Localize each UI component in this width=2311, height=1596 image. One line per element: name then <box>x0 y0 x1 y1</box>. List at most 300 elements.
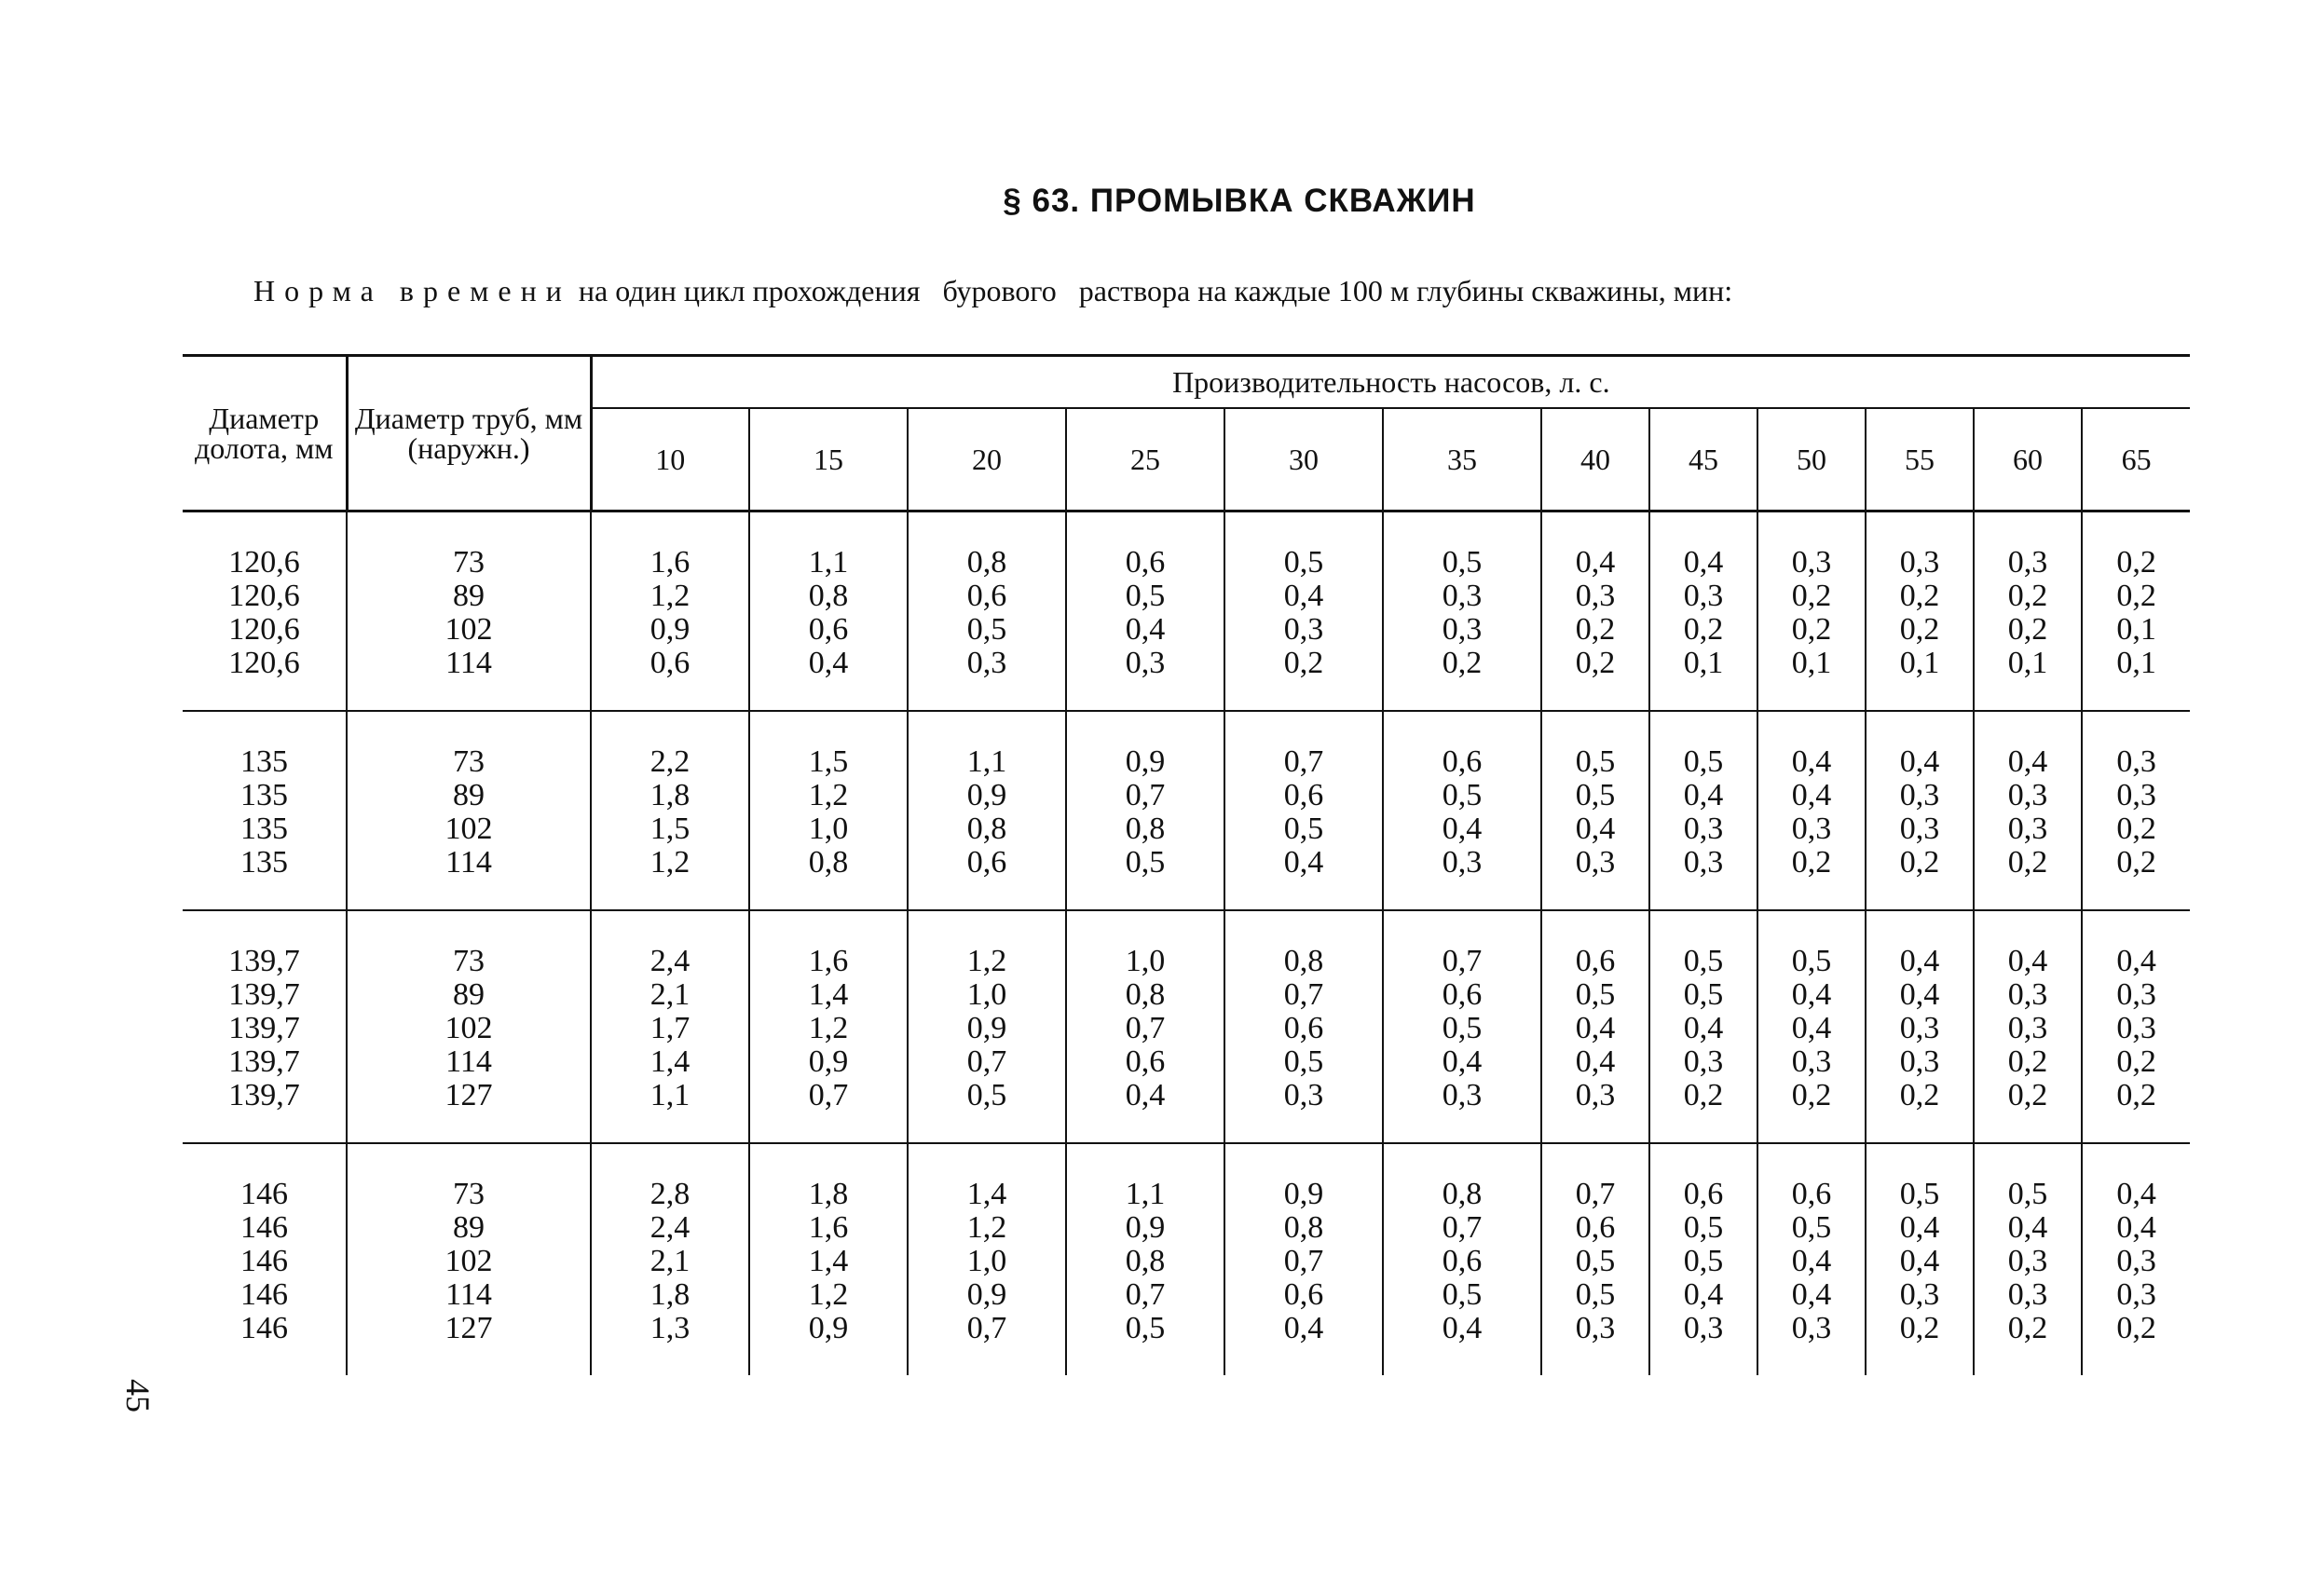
cell-value: 0,2 <box>1283 646 1324 680</box>
cell-value: 0,4 <box>1683 1277 1724 1312</box>
cell-value: 0,2 <box>1791 1078 1832 1112</box>
cell-value: 135 <box>240 744 288 779</box>
cell-value: 139,7 <box>228 1011 300 1045</box>
cell-value: 2,1 <box>650 1244 691 1278</box>
cell-value: 0,2 <box>1791 579 1832 613</box>
cell-value: 0,3 <box>1899 1277 1940 1312</box>
cell-value: 0,5 <box>1125 579 1166 613</box>
cell-value: 127 <box>444 1078 493 1112</box>
cell-value: 0,7 <box>1125 778 1166 812</box>
bit-diameter-cell <box>183 1143 347 1375</box>
cell-value: 0,4 <box>1683 778 1724 812</box>
cell-value: 0,9 <box>808 1311 849 1345</box>
cell-value: 135 <box>240 778 288 812</box>
cell-value: 0,5 <box>1683 1210 1724 1245</box>
cell-value: 0,6 <box>966 845 1007 880</box>
capacity-header: 65 <box>2082 408 2190 512</box>
cell-value: 114 <box>445 1044 492 1079</box>
cell-value: 0,5 <box>1125 845 1166 880</box>
cell-value: 0,3 <box>2116 1277 2156 1312</box>
cell-value: 0,3 <box>1442 612 1483 647</box>
cell-value: 120,6 <box>228 646 300 680</box>
cell-value: 0,4 <box>2007 744 2048 779</box>
cell-value: 0,4 <box>1791 744 1832 779</box>
cell-value: 0,4 <box>1125 612 1166 647</box>
cell-value: 0,1 <box>2116 646 2156 680</box>
cell-value: 0,4 <box>1899 977 1940 1012</box>
cell-value: 0,6 <box>1442 1244 1483 1278</box>
cell-value: 0,3 <box>1683 845 1724 880</box>
time-norm-cell <box>1383 512 1541 712</box>
cell-value: 146 <box>240 1177 288 1211</box>
cell-value: 0,2 <box>2007 845 2048 880</box>
time-norm-cell <box>1066 711 1224 910</box>
cell-value: 0,6 <box>1575 1210 1616 1245</box>
cell-value: 0,3 <box>1683 579 1724 613</box>
cell-value: 0,8 <box>966 812 1007 846</box>
cell-value: 0,7 <box>1442 1210 1483 1245</box>
cell-value: 127 <box>444 1311 493 1345</box>
cell-value: 0,4 <box>1683 545 1724 580</box>
cell-value: 0,5 <box>1791 1210 1832 1245</box>
cell-value: 0,9 <box>966 778 1007 812</box>
time-norm-cell <box>1224 711 1383 910</box>
time-norm-cell <box>1649 1143 1757 1375</box>
time-norm-cell <box>1866 711 1974 910</box>
time-norm-cell <box>908 1143 1066 1375</box>
cell-value: 102 <box>444 812 493 846</box>
cell-value: 0,4 <box>1283 1311 1324 1345</box>
cell-value: 0,8 <box>1442 1177 1483 1211</box>
cell-value: 0,3 <box>1442 1078 1483 1112</box>
cell-value: 0,6 <box>1125 1044 1166 1079</box>
cell-value: 0,3 <box>1283 1078 1324 1112</box>
cell-value: 0,8 <box>1283 944 1324 978</box>
time-norm-cell <box>1974 711 2082 910</box>
cell-value: 0,5 <box>1899 1177 1940 1211</box>
cell-value: 0,1 <box>2116 612 2156 647</box>
cell-value: 0,5 <box>1575 778 1616 812</box>
cell-value: 0,5 <box>966 1078 1007 1112</box>
pipe-diameter-cell <box>347 512 591 712</box>
cell-value: 0,2 <box>1442 646 1483 680</box>
cell-value: 0,9 <box>966 1277 1007 1312</box>
cell-value: 2,1 <box>650 977 691 1012</box>
cell-value: 102 <box>444 1244 493 1278</box>
cell-value: 0,6 <box>1683 1177 1724 1211</box>
cell-value: 0,5 <box>1283 1044 1324 1079</box>
cell-value: 0,7 <box>1125 1277 1166 1312</box>
time-norm-cell <box>1866 1143 1974 1375</box>
time-norm-cell <box>908 910 1066 1143</box>
cell-value: 0,2 <box>1899 845 1940 880</box>
cell-value: 114 <box>445 1277 492 1312</box>
cell-value: 0,3 <box>966 646 1007 680</box>
intro-text <box>253 274 1732 308</box>
cell-value: 0,4 <box>1283 845 1324 880</box>
cell-value: 0,3 <box>1125 646 1166 680</box>
cell-value: 0,2 <box>1683 612 1724 647</box>
cell-value: 1,1 <box>808 545 849 580</box>
cell-value: 0,4 <box>1791 778 1832 812</box>
time-norm-cell <box>1541 1143 1649 1375</box>
pipe-diameter-cell <box>347 1143 591 1375</box>
cell-value: 0,6 <box>650 646 691 680</box>
cell-value: 0,9 <box>1283 1177 1324 1211</box>
cell-value: 0,5 <box>1442 1277 1483 1312</box>
cell-value: 0,3 <box>1899 1011 1940 1045</box>
cell-value: 0,4 <box>1125 1078 1166 1112</box>
cell-value: 0,2 <box>2007 1078 2048 1112</box>
cell-value: 0,8 <box>1125 977 1166 1012</box>
cell-value: 0,4 <box>1899 1244 1940 1278</box>
cell-value: 0,5 <box>1442 545 1483 580</box>
header-pipe-diameter: Диаметр труб, мм (наружн.) <box>347 356 591 512</box>
time-norm-cell <box>749 711 908 910</box>
cell-value: 0,3 <box>1899 778 1940 812</box>
time-norm-cell <box>1757 512 1866 712</box>
cell-value: 2,8 <box>650 1177 691 1211</box>
cell-value: 0,5 <box>1125 1311 1166 1345</box>
cell-value: 73 <box>453 944 485 978</box>
cell-value: 1,0 <box>966 977 1007 1012</box>
cell-value: 0,5 <box>2007 1177 2048 1211</box>
cell-value: 0,4 <box>2116 1177 2156 1211</box>
capacity-header: 45 <box>1649 408 1757 512</box>
cell-value: 0,6 <box>1791 1177 1832 1211</box>
cell-value: 0,2 <box>2116 579 2156 613</box>
capacity-header: 30 <box>1224 408 1383 512</box>
cell-value: 1,6 <box>808 1210 849 1245</box>
cell-value: 0,8 <box>1125 1244 1166 1278</box>
table-body <box>183 512 2190 1376</box>
cell-value: 0,6 <box>1283 778 1324 812</box>
cell-value: 0,3 <box>2007 1277 2048 1312</box>
cell-value: 0,3 <box>2116 1244 2156 1278</box>
time-norm-cell <box>2082 711 2190 910</box>
cell-value: 0,7 <box>1575 1177 1616 1211</box>
cell-value: 0,2 <box>1899 612 1940 647</box>
cell-value: 0,5 <box>1442 1011 1483 1045</box>
cell-value: 135 <box>240 845 288 880</box>
cell-value: 0,5 <box>1683 744 1724 779</box>
cell-value: 0,4 <box>1283 579 1324 613</box>
cell-value: 1,0 <box>966 1244 1007 1278</box>
cell-value: 0,2 <box>1683 1078 1724 1112</box>
cell-value: 1,4 <box>650 1044 691 1079</box>
cell-value: 0,6 <box>1283 1011 1324 1045</box>
capacity-header: 50 <box>1757 408 1866 512</box>
cell-value: 146 <box>240 1244 288 1278</box>
cell-value: 1,3 <box>650 1311 691 1345</box>
cell-value: 0,3 <box>2007 1244 2048 1278</box>
cell-value: 0,3 <box>2116 1011 2156 1045</box>
bit-diameter-cell <box>183 711 347 910</box>
cell-value: 0,3 <box>2007 778 2048 812</box>
time-norm-cell <box>591 1143 749 1375</box>
cell-value: 1,1 <box>1125 1177 1166 1211</box>
cell-value: 0,7 <box>808 1078 849 1112</box>
time-norm-cell <box>1541 711 1649 910</box>
cell-value: 139,7 <box>228 944 300 978</box>
cell-value: 0,1 <box>1791 646 1832 680</box>
cell-value: 0,5 <box>1283 545 1324 580</box>
time-norm-cell <box>1757 910 1866 1143</box>
time-norm-cell <box>749 910 908 1143</box>
cell-value: 0,6 <box>1442 744 1483 779</box>
cell-value: 0,2 <box>2007 579 2048 613</box>
cell-value: 139,7 <box>228 1078 300 1112</box>
cell-value: 0,9 <box>808 1044 849 1079</box>
cell-value: 0,7 <box>1283 977 1324 1012</box>
capacity-header: 20 <box>908 408 1066 512</box>
time-norm-cell <box>1066 512 1224 712</box>
time-norm-cell <box>1066 1143 1224 1375</box>
table-row <box>183 512 2190 712</box>
cell-value: 0,6 <box>1442 977 1483 1012</box>
cell-value: 0,3 <box>1683 1311 1724 1345</box>
time-norm-cell <box>1224 910 1383 1143</box>
cell-value: 1,0 <box>1125 944 1166 978</box>
time-norm-cell <box>2082 512 2190 712</box>
cell-value: 120,6 <box>228 545 300 580</box>
header-pump-capacity: Производительность насосов, л. с. <box>591 356 2190 409</box>
cell-value: 1,5 <box>808 744 849 779</box>
cell-value: 0,7 <box>1283 744 1324 779</box>
time-norm-cell <box>1974 910 2082 1143</box>
cell-value: 0,3 <box>1791 1311 1832 1345</box>
cell-value: 0,4 <box>1575 1044 1616 1079</box>
cell-value: 0,2 <box>2116 1311 2156 1345</box>
cell-value: 0,2 <box>2116 845 2156 880</box>
cell-value: 0,5 <box>1575 977 1616 1012</box>
cell-value: 0,6 <box>1575 944 1616 978</box>
cell-value: 0,8 <box>966 545 1007 580</box>
cell-value: 0,3 <box>1683 812 1724 846</box>
cell-value: 139,7 <box>228 1044 300 1079</box>
cell-value: 0,3 <box>2007 977 2048 1012</box>
capacity-header: 55 <box>1866 408 1974 512</box>
intro-rest: на один цикл прохождения бурового раствора на каждые 100 м глубины скважины, мин: <box>570 274 1733 307</box>
time-norm-cell <box>1383 910 1541 1143</box>
cell-value: 0,6 <box>1125 545 1166 580</box>
table-row <box>183 1143 2190 1375</box>
time-norm-cell <box>749 512 908 712</box>
time-norm-cell <box>591 512 749 712</box>
cell-value: 0,2 <box>2116 1078 2156 1112</box>
cell-value: 0,3 <box>2116 744 2156 779</box>
cell-value: 0,4 <box>1575 1011 1616 1045</box>
cell-value: 0,7 <box>1442 944 1483 978</box>
capacity-header: 15 <box>749 408 908 512</box>
cell-value: 0,7 <box>966 1311 1007 1345</box>
cell-value: 89 <box>453 977 485 1012</box>
cell-value: 0,3 <box>2116 977 2156 1012</box>
time-norm-cell <box>1974 512 2082 712</box>
cell-value: 0,3 <box>1899 545 1940 580</box>
cell-value: 1,2 <box>966 1210 1007 1245</box>
cell-value: 146 <box>240 1311 288 1345</box>
time-norm-cell <box>1757 1143 1866 1375</box>
cell-value: 0,5 <box>1683 1244 1724 1278</box>
capacity-header: 60 <box>1974 408 2082 512</box>
cell-value: 120,6 <box>228 579 300 613</box>
cell-value: 114 <box>445 646 492 680</box>
time-norm-cell <box>1383 711 1541 910</box>
cell-value: 0,5 <box>1791 944 1832 978</box>
cell-value: 0,2 <box>1575 646 1616 680</box>
cell-value: 0,3 <box>1575 1311 1616 1345</box>
cell-value: 0,2 <box>1899 1311 1940 1345</box>
cell-value: 1,2 <box>650 845 691 880</box>
cell-value: 1,1 <box>966 744 1007 779</box>
cell-value: 0,8 <box>808 579 849 613</box>
cell-value: 0,3 <box>1575 1078 1616 1112</box>
cell-value: 0,5 <box>1683 944 1724 978</box>
cell-value: 0,3 <box>1899 1044 1940 1079</box>
cell-value: 102 <box>444 1011 493 1045</box>
cell-value: 0,2 <box>2116 1044 2156 1079</box>
time-norm-cell <box>1974 1143 2082 1375</box>
capacity-header: 25 <box>1066 408 1224 512</box>
cell-value: 1,4 <box>966 1177 1007 1211</box>
cell-value: 0,3 <box>2007 1011 2048 1045</box>
cell-value: 1,7 <box>650 1011 691 1045</box>
cell-value: 0,4 <box>2007 944 2048 978</box>
cell-value: 73 <box>453 1177 485 1211</box>
time-norm-cell <box>908 711 1066 910</box>
cell-value: 1,6 <box>808 944 849 978</box>
cell-value: 0,2 <box>2116 545 2156 580</box>
cell-value: 0,3 <box>1283 612 1324 647</box>
cell-value: 0,3 <box>1442 579 1483 613</box>
cell-value: 0,7 <box>1125 1011 1166 1045</box>
pipe-diameter-cell <box>347 910 591 1143</box>
cell-value: 0,5 <box>1442 778 1483 812</box>
cell-value: 0,4 <box>2116 944 2156 978</box>
cell-value: 0,3 <box>1575 579 1616 613</box>
capacity-header: 35 <box>1383 408 1541 512</box>
cell-value: 0,3 <box>1899 812 1940 846</box>
cell-value: 0,8 <box>1283 1210 1324 1245</box>
cell-value: 0,7 <box>966 1044 1007 1079</box>
cell-value: 0,5 <box>1575 1277 1616 1312</box>
cell-value: 0,4 <box>1442 1044 1483 1079</box>
cell-value: 0,2 <box>2007 1044 2048 1079</box>
time-norm-cell <box>591 711 749 910</box>
cell-value: 0,9 <box>1125 1210 1166 1245</box>
time-norm-cell <box>1224 512 1383 712</box>
cell-value: 135 <box>240 812 288 846</box>
bit-diameter-cell <box>183 910 347 1143</box>
time-norm-cell <box>1757 711 1866 910</box>
time-norm-cell <box>1866 910 1974 1143</box>
cell-value: 114 <box>445 845 492 880</box>
cell-value: 1,2 <box>966 944 1007 978</box>
time-norm-cell <box>2082 1143 2190 1375</box>
cell-value: 1,1 <box>650 1078 691 1112</box>
cell-value: 0,2 <box>1899 579 1940 613</box>
section-heading: § 63. ПРОМЫВКА СКВАЖИН <box>1003 183 1476 219</box>
cell-value: 1,0 <box>808 812 849 846</box>
cell-value: 0,8 <box>808 845 849 880</box>
pipe-diameter-cell <box>347 711 591 910</box>
cell-value: 0,4 <box>2116 1210 2156 1245</box>
cell-value: 2,4 <box>650 1210 691 1245</box>
cell-value: 0,3 <box>1791 545 1832 580</box>
time-norm-cell <box>591 910 749 1143</box>
cell-value: 0,4 <box>1575 545 1616 580</box>
cell-value: 1,2 <box>650 579 691 613</box>
time-norm-cell <box>1649 910 1757 1143</box>
cell-value: 0,4 <box>1575 812 1616 846</box>
cell-value: 0,6 <box>808 612 849 647</box>
cell-value: 1,4 <box>808 1244 849 1278</box>
cell-value: 73 <box>453 545 485 580</box>
cell-value: 1,6 <box>650 545 691 580</box>
cell-value: 1,2 <box>808 1011 849 1045</box>
cell-value: 0,4 <box>1683 1011 1724 1045</box>
cell-value: 2,4 <box>650 944 691 978</box>
cell-value: 0,4 <box>1791 1011 1832 1045</box>
cell-value: 0,5 <box>1575 1244 1616 1278</box>
cell-value: 0,5 <box>1283 812 1324 846</box>
cell-value: 0,2 <box>1575 612 1616 647</box>
cell-value: 0,4 <box>1899 744 1940 779</box>
time-norm-cell <box>1541 512 1649 712</box>
cell-value: 0,7 <box>1283 1244 1324 1278</box>
cell-value: 1,8 <box>650 778 691 812</box>
time-norm-cell <box>1866 512 1974 712</box>
cell-value: 0,3 <box>2007 545 2048 580</box>
cell-value: 89 <box>453 1210 485 1245</box>
capacity-header: 10 <box>591 408 749 512</box>
cell-value: 0,4 <box>1791 1244 1832 1278</box>
time-norm-cell <box>1649 512 1757 712</box>
cell-value: 0,5 <box>966 612 1007 647</box>
cell-value: 89 <box>453 778 485 812</box>
cell-value: 0,1 <box>2007 646 2048 680</box>
cell-value: 0,4 <box>2007 1210 2048 1245</box>
time-norm-cell <box>1649 711 1757 910</box>
cell-value: 0,4 <box>1899 1210 1940 1245</box>
cell-value: 0,4 <box>1442 1311 1483 1345</box>
time-norm-cell <box>1383 1143 1541 1375</box>
table-row <box>183 910 2190 1143</box>
cell-value: 1,2 <box>808 778 849 812</box>
page-number: 45 <box>119 1379 157 1412</box>
cell-value: 146 <box>240 1277 288 1312</box>
bit-diameter-cell <box>183 512 347 712</box>
cell-value: 0,4 <box>1442 812 1483 846</box>
cell-value: 89 <box>453 579 485 613</box>
intro-lead: Норма времени <box>253 274 571 307</box>
cell-value: 0,4 <box>808 646 849 680</box>
cell-value: 0,3 <box>1791 1044 1832 1079</box>
table-row <box>183 711 2190 910</box>
time-norm-cell <box>1224 1143 1383 1375</box>
cell-value: 0,8 <box>1125 812 1166 846</box>
cell-value: 0,9 <box>650 612 691 647</box>
cell-value: 146 <box>240 1210 288 1245</box>
cell-value: 1,8 <box>808 1177 849 1211</box>
cell-value: 120,6 <box>228 612 300 647</box>
cell-value: 0,2 <box>2007 612 2048 647</box>
cell-value: 0,2 <box>1791 612 1832 647</box>
capacity-header: 40 <box>1541 408 1649 512</box>
cell-value: 0,2 <box>1899 1078 1940 1112</box>
header-bit-diameter: Диаметр долота, мм <box>183 356 347 512</box>
